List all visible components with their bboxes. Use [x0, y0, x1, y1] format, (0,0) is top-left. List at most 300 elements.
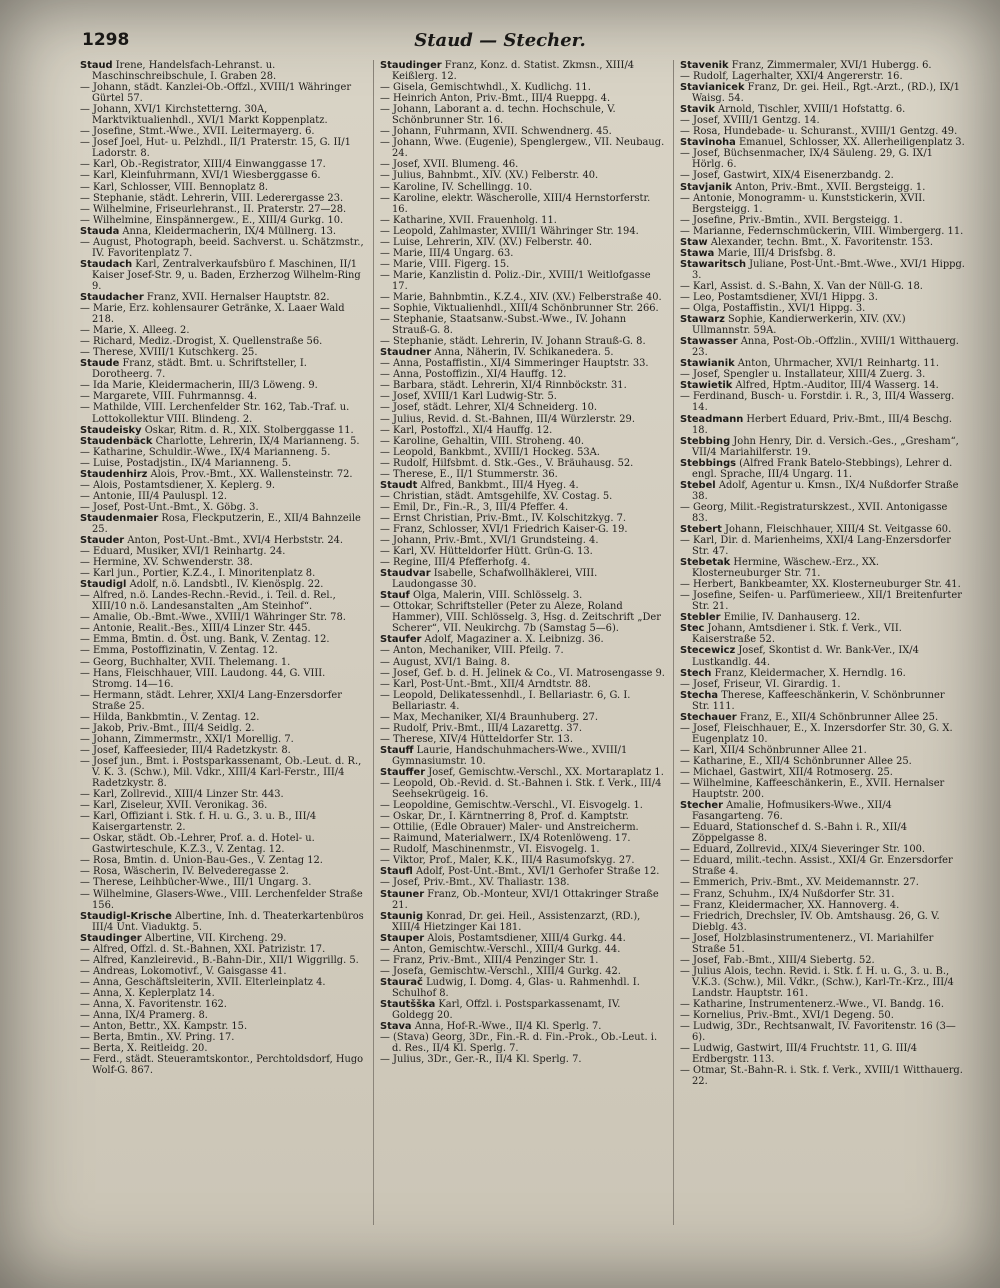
page-title: Staud — Stecher.	[414, 30, 586, 51]
entry-text: — Christian, städt. Amtsgehilfe, XV. Costag. 5.	[380, 490, 613, 502]
directory-entry	[80, 668, 365, 690]
directory-entry	[380, 226, 665, 237]
directory-entry	[680, 900, 965, 911]
entry-text: — Katharine, XVII. Frauenholg. 11.	[380, 214, 557, 226]
directory-entry	[80, 1043, 365, 1054]
entry-text: — Wilhelmine, Kaffeeschänkerin, E., XVII. Hernalser Hauptstr. 200.	[680, 778, 945, 801]
entry-text: — Rudolf, Lagerhalter, XXI/4 Angererstr. 16.	[680, 71, 903, 83]
entry-text: — Luise, Lehrerin, XIV. (XV.) Felberstr. 40.	[380, 236, 593, 248]
entry-text: — Josef, städt. Lehrer, XI/4 Schneiderg. 10.	[380, 402, 598, 414]
directory-entry	[80, 82, 365, 104]
entry-text: — Ferdinand, Busch- u. Forstdir. i. R., 3, III/4 Wasserg. 14.	[680, 391, 955, 414]
directory-entry	[80, 833, 365, 855]
entry-text: — Therese, XIV/4 Hütteldorfer Str. 13.	[380, 733, 573, 745]
entry-surname: Staudvar	[380, 568, 431, 580]
entry-text: — Rosa, Hundebade- u. Schuranst., XVIII/1 Gentzg. 49.	[680, 126, 958, 138]
directory-entry	[680, 248, 965, 259]
directory-entry	[380, 833, 665, 844]
entry-text: Marie, III/4 Drisfsbg. 8.	[717, 247, 836, 259]
entry-surname: Stebbings	[680, 457, 737, 469]
directory-entry	[80, 193, 365, 204]
directory-entry	[80, 590, 365, 612]
entry-surname: Stawarz	[680, 314, 725, 326]
directory-entry	[680, 1065, 965, 1087]
entry-text: — Josefine, Seifen- u. Parfümerieew., XII/1 Breitenfurter Str. 21.	[680, 590, 962, 613]
directory-entry	[80, 170, 365, 181]
directory-entry	[80, 1021, 365, 1032]
entry-surname: Staudenmaier	[80, 512, 159, 524]
entry-text: — Josef, Post-Unt.-Bmt., X. Göbg. 3.	[80, 501, 259, 513]
entry-text: — Ida Marie, Kleidermacherin, III/3 Löweng. 9.	[80, 380, 318, 392]
entry-text: — Franz, Schuhm., IX/4 Nußdorfer Str. 31.	[680, 888, 895, 900]
directory-entry	[80, 579, 365, 590]
directory-entry	[380, 590, 665, 601]
entry-text: — Karl, Kleinfuhrmann, XVI/1 Wiesberggasse 6.	[80, 170, 321, 182]
entry-text: — Katharine, E., XII/4 Schönbrunner Allee 25.	[680, 755, 912, 767]
entry-text: Franz, Zimmermaler, XVI/1 Hubergg. 6.	[731, 60, 932, 71]
directory-entry	[380, 679, 665, 690]
entry-text: Laurie, Handschuhmachers-Wwe., XVIII/1 Gymnasiumstr. 10.	[392, 744, 628, 767]
entry-text: — Marie, Erz. kohlensaurer Getränke, X. Laaer Wald 218.	[80, 303, 345, 326]
entry-surname: Stebetak	[680, 557, 731, 569]
directory-entry	[80, 634, 365, 645]
directory-entry	[80, 425, 365, 436]
entry-text: Irene, Handelsfach-Lehranst. u. Maschinschreibschule, I. Graben 28.	[92, 60, 277, 83]
directory-entry	[680, 535, 965, 557]
entry-surname: Stebert	[680, 523, 722, 535]
entry-text: — Ludwig, 3Dr., Rechtsanwalt, IV. Favoritenstr. 16 (3—6).	[680, 1021, 956, 1044]
directory-entry	[80, 60, 365, 82]
directory-entry	[380, 811, 665, 822]
entry-surname: Stawa	[680, 247, 715, 259]
directory-entry	[80, 712, 365, 723]
directory-entry	[680, 822, 965, 844]
entry-text: — Josef Joel, Hut- u. Pelzhdl., II/1 Praterstr. 15, G. II/1 Ladorstr. 8.	[80, 137, 351, 160]
directory-entry	[80, 469, 365, 480]
directory-entry	[380, 634, 665, 645]
entry-text: — Ludwig, Gastwirt, III/4 Fruchtstr. 11, G. III/4 Erdbergstr. 113.	[680, 1043, 918, 1066]
directory-entry	[380, 723, 665, 734]
entry-text: — Karl, Ob.-Registrator, XIII/4 Einwanggasse 17.	[80, 159, 326, 171]
entry-text: — Anna, IX/4 Pramerg. 8.	[80, 1010, 208, 1022]
directory-entry	[680, 756, 965, 767]
directory-entry	[680, 215, 965, 226]
entry-text: — Hermann, städt. Lehrer, XXI/4 Lang-Enzersdorfer Straße 25.	[80, 689, 342, 712]
entry-text: Arnold, Tischler, XVIII/1 Hofstattg. 6.	[718, 104, 906, 116]
entry-text: Rosa, Fleckputzerin, E., XII/4 Bahnzeile 25.	[92, 512, 361, 535]
entry-text: Franz, städt. Bmt. u. Schriftsteller, I. Dorotheerg. 7.	[92, 358, 307, 381]
directory-entry	[680, 712, 965, 723]
directory-entry	[80, 380, 365, 391]
directory-entry	[380, 557, 665, 568]
directory-entry	[380, 458, 665, 469]
directory-entry	[380, 933, 665, 944]
entry-text: Alfred, Hptm.-Auditor, III/4 Wasserg. 14.	[735, 380, 939, 392]
directory-entry	[680, 237, 965, 248]
directory-entry	[80, 966, 365, 977]
directory-entry	[80, 645, 365, 656]
entry-text: Alfred, Bankbmt., III/4 Hyeg. 4.	[420, 479, 579, 491]
directory-entry	[680, 281, 965, 292]
entry-text: — Karl, Schlosser, VIII. Bennoplatz 8.	[80, 181, 269, 193]
entry-text: — Eduard, Stationschef d. S.-Bahn i. R., XII/4 Zöppelgasse 8.	[680, 822, 907, 845]
entry-surname: Stava	[380, 1021, 412, 1033]
entry-text: — Johann, Fuhrmann, XVII. Schwendnerg. 45.	[380, 126, 612, 138]
entry-surname: Staufer	[380, 634, 422, 646]
entry-text: — Josef, Gef. b. d. H. Jelinek & Co., VI. Matrosengasse 9.	[380, 667, 665, 679]
entry-text: Franz, Ob.-Monteur, XVI/1 Ottakringer Straße 21.	[392, 888, 659, 911]
entry-text: — Rosa, Bmtin. d. Union-Bau-Ges., V. Zentag 12.	[80, 855, 323, 867]
directory-entry	[80, 877, 365, 888]
entry-text: Anton, Priv.-Bmt., XVII. Bergsteigg. 1.	[735, 181, 926, 193]
entry-text: Adolf, Post-Unt.-Bmt., XVI/1 Gerhofer Straße 12.	[416, 866, 660, 878]
directory-entry	[680, 369, 965, 380]
entry-surname: Stauf	[380, 590, 410, 602]
directory-entry	[680, 226, 965, 237]
directory-entry	[80, 723, 365, 734]
entry-text: — Marie, Kanzlistin d. Poliz.-Dir., XVIII/1 Weitlofgasse 17.	[380, 269, 651, 292]
entry-text: — Marie, Bahnbmtin., K.Z.4., XIV. (XV.) Felberstraße 40.	[380, 291, 662, 303]
entry-text: — Hermine, XV. Schwenderstr. 38.	[80, 557, 253, 569]
entry-text: — Amalie, Ob.-Bmt.-Wwe., XVIII/1 Währinger Str. 78.	[80, 612, 346, 624]
entry-text: — Josef, XVIII/1 Karl Ludwig-Str. 5.	[380, 391, 557, 403]
entry-text: Anton, Uhrmacher, XVI/1 Reinhartg. 11.	[737, 358, 939, 370]
entry-text: — Antonie, III/4 Pauluspl. 12.	[80, 490, 228, 502]
entry-text: — Alfred, n.ö. Landes-Rechn.-Revid., i. Teil. d. Rel., XIII/10 n.ö. Landesanstalten „Am Steinhof“.	[80, 590, 336, 613]
directory-entry	[80, 480, 365, 491]
entry-text: — Leopold, Ob.-Revid. d. St.-Bahnen i. Stk. f. Verk., III/4 Seehsekrügeig. 16.	[380, 778, 662, 801]
directory-entry	[680, 623, 965, 645]
entry-text: — Johann, städt. Kanzlei-Ob.-Offzl., XVIII/1 Währinger Gürtel 57.	[80, 82, 352, 105]
directory-entry	[680, 414, 965, 436]
entry-text: — Max, Mechaniker, XI/4 Braunhuberg. 27.	[380, 711, 599, 723]
entry-text: Alois, Postamtsdiener, XIII/4 Gurkg. 44.	[427, 932, 626, 944]
directory-entry	[680, 855, 965, 877]
entry-text: Juliane, Post-Unt.-Bmt.-Wwe., XVI/1 Hippg. 3.	[692, 258, 965, 281]
entry-text: — Ottilie, (Edle Obrauer) Maler- und Anstreicherm.	[380, 822, 639, 834]
directory-entry	[380, 568, 665, 590]
entry-text: — Kornelius, Priv.-Bmt., XVI/1 Degeng. 50.	[680, 1010, 894, 1022]
entry-text: — Josef, Fleischhauer, E., X. Inzersdorfer Str. 30, G. X. Eugenplatz 10.	[680, 722, 953, 745]
entry-surname: Staud	[80, 60, 113, 71]
entry-text: — Margarete, VIII. Fuhrmannsg. 4.	[80, 391, 258, 403]
entry-text: — Leopoldine, Gemischtw.-Verschl., VI. Eisvogelg. 1.	[380, 800, 643, 812]
entry-text: — Anna, Postaffistin., XI/4 Simmeringer Hauptstr. 33.	[380, 358, 649, 370]
directory-entry	[680, 668, 965, 679]
directory-entry	[380, 480, 665, 491]
directory-entry	[680, 314, 965, 336]
directory-entry	[80, 955, 365, 966]
directory-entry	[680, 60, 965, 71]
directory-entry	[80, 447, 365, 458]
entry-text: — Franz, Priv.-Bmt., XIII/4 Penzinger Str. 1.	[380, 954, 599, 966]
directory-entry	[80, 137, 365, 159]
entry-text: — Josef, XVIII/1 Gentzg. 14.	[680, 115, 820, 127]
directory-entry	[380, 270, 665, 292]
entry-text: — Luise, Postadjstin., IX/4 Marianneng. 5.	[80, 457, 292, 469]
entry-surname: Staudinger	[380, 60, 442, 71]
directory-entry	[80, 623, 365, 634]
directory-entry	[680, 767, 965, 778]
entry-text: Herbert Eduard, Priv.-Bmt., III/4 Beschg. 18.	[692, 413, 953, 436]
directory-entry	[680, 800, 965, 822]
entry-surname: Stech	[680, 667, 712, 679]
directory-entry	[80, 402, 365, 424]
entry-text: Charlotte, Lehrerin, IX/4 Marianneng. 5.	[155, 435, 360, 447]
entry-text: — Karl, XV. Hütteldorfer Hütt. Grün-G. 13.	[380, 546, 593, 558]
directory-entry	[380, 425, 665, 436]
entry-text: Isabelle, Schafwollhäklerei, VIII. Laudongasse 30.	[392, 568, 598, 591]
entry-text: — Rudolf, Priv.-Bmt., III/4 Lazarettg. 37.	[380, 722, 583, 734]
directory-entry	[680, 391, 965, 413]
directory-entry	[680, 999, 965, 1010]
directory-entry	[380, 944, 665, 955]
entry-text: — Oskar, Dr., I. Kärntnerring 8, Prof. d. Kamptstr.	[380, 811, 629, 823]
directory-entry	[380, 911, 665, 933]
directory-entry	[680, 612, 965, 623]
entry-text: — Emma, Postoffizinatin, V. Zentag. 12.	[80, 645, 278, 657]
entry-text: Anton, Post-Unt.-Bmt., XVI/4 Herbststr. 24.	[127, 535, 344, 547]
directory-entry	[680, 502, 965, 524]
entry-text: Emanuel, Schlosser, XX. Allerheiligenplatz 3.	[738, 137, 965, 149]
entry-text: — Emmerich, Priv.-Bmt., XV. Meidemannstr. 27.	[680, 877, 919, 889]
entry-surname: Stechauer	[680, 711, 737, 723]
entry-text: Franz, E., XII/4 Schönbrunner Allee 25.	[739, 711, 939, 723]
page-number: 1298	[82, 30, 130, 50]
directory-entry	[380, 745, 665, 767]
entry-text: — Josef, XVII. Blumeng. 46.	[380, 159, 519, 171]
directory-entry	[680, 182, 965, 193]
directory-entry	[80, 182, 365, 193]
directory-entry	[380, 546, 665, 557]
entry-text: — Franz, Schlosser, XVI/1 Friedrich Kaiser-G. 19.	[380, 523, 628, 535]
directory-entry	[380, 712, 665, 723]
entry-text: — Stephanie, städt. Lehrerin, IV. Johann Strauß-G. 8.	[380, 336, 646, 348]
directory-entry	[680, 380, 965, 391]
entry-text: — Michael, Gastwirt, XII/4 Rotmoserg. 25.	[680, 767, 893, 778]
directory-entry	[680, 193, 965, 215]
entry-text: — Julius, Revid. d. St.-Bahnen, III/4 Würzlerstr. 29.	[380, 413, 635, 425]
entry-text: — Josefa, Gemischtw.-Verschl., XIII/4 Gurkg. 42.	[380, 965, 621, 977]
entry-text: Anna, Kleidermacherin, IX/4 Müllnerg. 13.	[122, 225, 337, 237]
entry-surname: Staurač	[380, 976, 423, 988]
entry-text: — Anton, Gemischtw.-Verschl., XIII/4 Gurkg. 44.	[380, 943, 621, 955]
directory-entry	[80, 866, 365, 877]
column-middle	[373, 60, 665, 1225]
directory-entry	[80, 988, 365, 999]
directory-entry	[80, 1010, 365, 1021]
directory-entry	[680, 336, 965, 358]
directory-entry	[380, 822, 665, 833]
directory-entry	[80, 204, 365, 215]
entry-text: — Ernst Christian, Priv.-Bmt., IV. Kolschitzkyg. 7.	[380, 512, 627, 524]
entry-text: — Johann, Wwe. (Eugenie), Spenglergew., VII. Neubaug. 24.	[380, 137, 665, 160]
entry-text: — Ferd., städt. Steueramtskontor., Perchtoldsdorf, Hugo Wolf-G. 867.	[80, 1054, 364, 1077]
entry-text: — Andreas, Lokomotivf., V. Gaisgasse 41.	[80, 965, 287, 977]
directory-entry	[380, 447, 665, 458]
entry-text: — Sophie, Viktualienhdl., XIII/4 Schönbrunner Str. 266.	[380, 303, 659, 315]
directory-entry	[80, 999, 365, 1010]
entry-text: John Henry, Dir. d. Versich.-Ges., „Gresham“, VII/4 Mariahilferstr. 19.	[692, 435, 959, 458]
entry-text: — Karl, Post-Unt.-Bmt., XII/4 Arndtstr. 88.	[380, 678, 591, 690]
entry-text: — Oskar, städt. Ob.-Lehrer, Prof. a. d. Hotel- u. Gastwirteschule, K.Z.3., V. Zentag. 12.	[80, 833, 315, 856]
directory-entry	[80, 237, 365, 259]
entry-surname: Stauda	[80, 225, 120, 237]
directory-entry	[680, 137, 965, 148]
entry-text: — Berta, X. Reitleidg. 20.	[80, 1043, 208, 1055]
entry-text: — Franz, Kleidermacher, XX. Hannoverg. 4.	[680, 899, 900, 911]
directory-entry	[680, 590, 965, 612]
directory-entry	[680, 126, 965, 137]
directory-entry	[80, 612, 365, 623]
directory-entry	[380, 469, 665, 480]
directory-entry	[80, 159, 365, 170]
entry-text: Anna, Post-Ob.-Offzlin., XVIII/1 Witthauerg. 23.	[692, 336, 959, 359]
directory-entry	[380, 159, 665, 170]
entry-text: Konrad, Dr. gei. Heil., Assistenzarzt, (RD.), XIII/4 Hietzinger Kai 181.	[392, 910, 641, 933]
entry-text: — Anton, Mechaniker, VIII. Pfeilg. 7.	[380, 645, 564, 657]
directory-entry	[680, 480, 965, 502]
directory-entry	[680, 690, 965, 712]
directory-entry	[680, 966, 965, 999]
entry-surname: Staudt	[380, 479, 418, 491]
directory-entry	[80, 911, 365, 933]
entry-text: — Emma, Bmtin. d. Öst. ung. Bank, V. Zentag. 12.	[80, 634, 330, 646]
directory-entry	[380, 535, 665, 546]
directory-entry	[380, 347, 665, 358]
entry-text: — Josef, Priv.-Bmt., XV. Thaliastr. 138.	[380, 877, 570, 889]
directory-entry	[80, 358, 365, 380]
entry-text: — Julius, Bahnbmt., XIV. (XV.) Felberstr. 40.	[380, 170, 599, 182]
entry-text: Josef, Skontist d. Wr. Bank-Ver., IX/4 Lustkandlg. 44.	[692, 645, 919, 668]
column-right	[673, 60, 965, 1225]
entry-surname: Staudigl-Krische	[80, 910, 172, 922]
entry-surname: Staude	[80, 358, 120, 370]
directory-entry	[80, 259, 365, 292]
directory-entry	[680, 955, 965, 966]
column-left	[80, 60, 365, 1225]
directory-entry	[680, 889, 965, 900]
directory-entry	[680, 1021, 965, 1043]
directory-entry	[380, 1054, 665, 1065]
entry-text: Oskar, Ritm. d. R., XIX. Stolberggasse 11.	[144, 424, 354, 436]
entry-text: — Katharine, Instrumentenerz.-Wwe., VI. Bandg. 16.	[680, 998, 944, 1010]
entry-text: Amalie, Hofmusikers-Wwe., XII/4 Fasangarteng. 76.	[692, 800, 892, 823]
directory-entry	[380, 977, 665, 999]
directory-entry	[680, 358, 965, 369]
entry-text: Josef, Gemischtw.-Verschl., XX. Mortaraplatz 1.	[428, 767, 664, 778]
entry-text: — Richard, Mediz.-Drogist, X. Quellenstraße 56.	[80, 336, 323, 348]
directory-entry	[380, 82, 665, 93]
directory-entry	[80, 513, 365, 535]
entry-text: — Johann, XVI/1 Kirchstetterng. 30A, Marktviktualienhdl., XVI/1 Markt Koppenplatz.	[80, 104, 328, 127]
directory-entry	[380, 369, 665, 380]
entry-surname: Staudenbäck	[80, 435, 153, 447]
entry-text: Alois, Prov.-Bmt., XX. Wallensteinstr. 72.	[150, 468, 353, 480]
entry-surname: Staudner	[380, 347, 432, 359]
entry-text: — Josef, Fab.-Bmt., XIII/4 Siebertg. 52.	[680, 954, 875, 966]
entry-text: — Josef, Spengler u. Installateur, XIII/4 Zuerg. 3.	[680, 369, 926, 381]
entry-text: — Eduard, milit.-techn. Assist., XXI/4 Gr. Enzersdorfer Straße 4.	[680, 855, 953, 878]
directory-entry	[680, 104, 965, 115]
entry-text: — Karl, Dir. d. Marienheims, XXI/4 Lang-Enzersdorfer Str. 47.	[680, 535, 951, 558]
directory-entry	[380, 126, 665, 137]
directory-entry	[680, 259, 965, 281]
directory-entry	[680, 778, 965, 800]
directory-entry	[80, 491, 365, 502]
entry-text: — Georg, Buchhalter, XVII. Thelemang. 1.	[80, 656, 291, 668]
entry-text: — Karl, XII/4 Schönbrunner Allee 21.	[680, 744, 867, 756]
directory-entry	[380, 491, 665, 502]
directory-entry	[380, 358, 665, 369]
entry-text: Adolf, Magaziner a. X. Leibnizg. 36.	[424, 634, 604, 646]
entry-text: Adolf, Agentur u. Kmsn., IX/4 Nußdorfer Straße 38.	[692, 479, 959, 502]
entry-surname: Stecher	[680, 800, 723, 812]
directory-entry	[380, 778, 665, 800]
directory-entry	[380, 645, 665, 656]
entry-surname: Stauff	[380, 744, 414, 756]
entry-text: — Antonie, Monogramm- u. Kunststickerin, XVII. Bergsteigg. 1.	[680, 192, 926, 215]
directory-entry	[680, 1010, 965, 1021]
entry-text: — Anna, X. Keplerplatz 14.	[80, 987, 215, 999]
entry-text: — Rudolf, Hilfsbmt. d. Stk.-Ges., V. Bräuhausg. 52.	[380, 457, 634, 469]
entry-text: — Johann, Laborant a. d. techn. Hochschule, V. Schönbrunner Str. 16.	[380, 104, 616, 127]
directory-entry	[80, 226, 365, 237]
entry-surname: Stauder	[80, 535, 125, 547]
directory-entry	[80, 789, 365, 800]
directory-entry	[380, 303, 665, 314]
entry-text: Albertine, VII. Kircheng. 29.	[144, 932, 287, 944]
directory-entry	[80, 933, 365, 944]
entry-text: — Therese, Leihbücher-Wwe., III/1 Ungarg. 3.	[80, 877, 312, 889]
entry-surname: Stecewicz	[680, 645, 736, 657]
entry-surname: Stauffer	[380, 767, 426, 778]
directory-entry	[80, 800, 365, 811]
directory-entry	[380, 734, 665, 745]
directory-entry	[680, 1043, 965, 1065]
directory-entry	[80, 458, 365, 469]
entry-text: — Marie, X. Alleeg. 2.	[80, 325, 190, 337]
entry-surname: Stecha	[680, 689, 719, 701]
directory-entry	[80, 977, 365, 988]
entry-text: — Leopold, Bankbmt., XVIII/1 Hockeg. 53A.	[380, 446, 600, 458]
directory-entry	[380, 524, 665, 535]
entry-text: — Alfred, Kanzleirevid., B.-Bahn-Dir., XII/1 Wiggrillg. 5.	[80, 954, 359, 966]
directory-entry	[680, 436, 965, 458]
directory-entry	[80, 126, 365, 137]
entry-surname: Stec	[680, 623, 705, 635]
directory-entry	[380, 314, 665, 336]
directory-entry	[380, 601, 665, 634]
entry-text: — Regine, III/4 Pfefferhofg. 4.	[380, 557, 531, 569]
directory-entry	[80, 303, 365, 325]
directory-entry	[80, 889, 365, 911]
directory-entry	[80, 215, 365, 226]
entry-text: — Stephanie, Staatsanw.-Subst.-Wwe., IV. Johann Strauß-G. 8.	[380, 314, 627, 337]
entry-text: — Anna, Postoffizin., XI/4 Hauffg. 12.	[380, 369, 567, 381]
directory-entry	[80, 657, 365, 668]
entry-surname: Stawaritsch	[680, 258, 747, 270]
entry-text: — Antonie, Realit.-Bes., XIII/4 Linzer Str. 445.	[80, 623, 311, 635]
entry-surname: Staudeisky	[80, 424, 142, 436]
entry-surname: Staudenhirz	[80, 468, 148, 480]
entry-text: — Julius, 3Dr., Ger.-R., II/4 Kl. Sperlg. 7.	[380, 1054, 582, 1066]
entry-text: — Wilhelmine, Glasers-Wwe., VIII. Lerchenfelder Straße 156.	[80, 888, 363, 911]
entry-text: — Johann, Priv.-Bmt., XVI/1 Grundsteing. 4.	[380, 535, 599, 547]
directory-entry	[680, 745, 965, 756]
entry-text: — Rudolf, Maschinenmstr., VI. Eisvogelg. 1.	[380, 844, 600, 856]
entry-text: (Alfred Frank Batelo-Stebbings), Lehrer d. engl. Sprache, III/4 Ungarg. 11.	[692, 457, 953, 480]
